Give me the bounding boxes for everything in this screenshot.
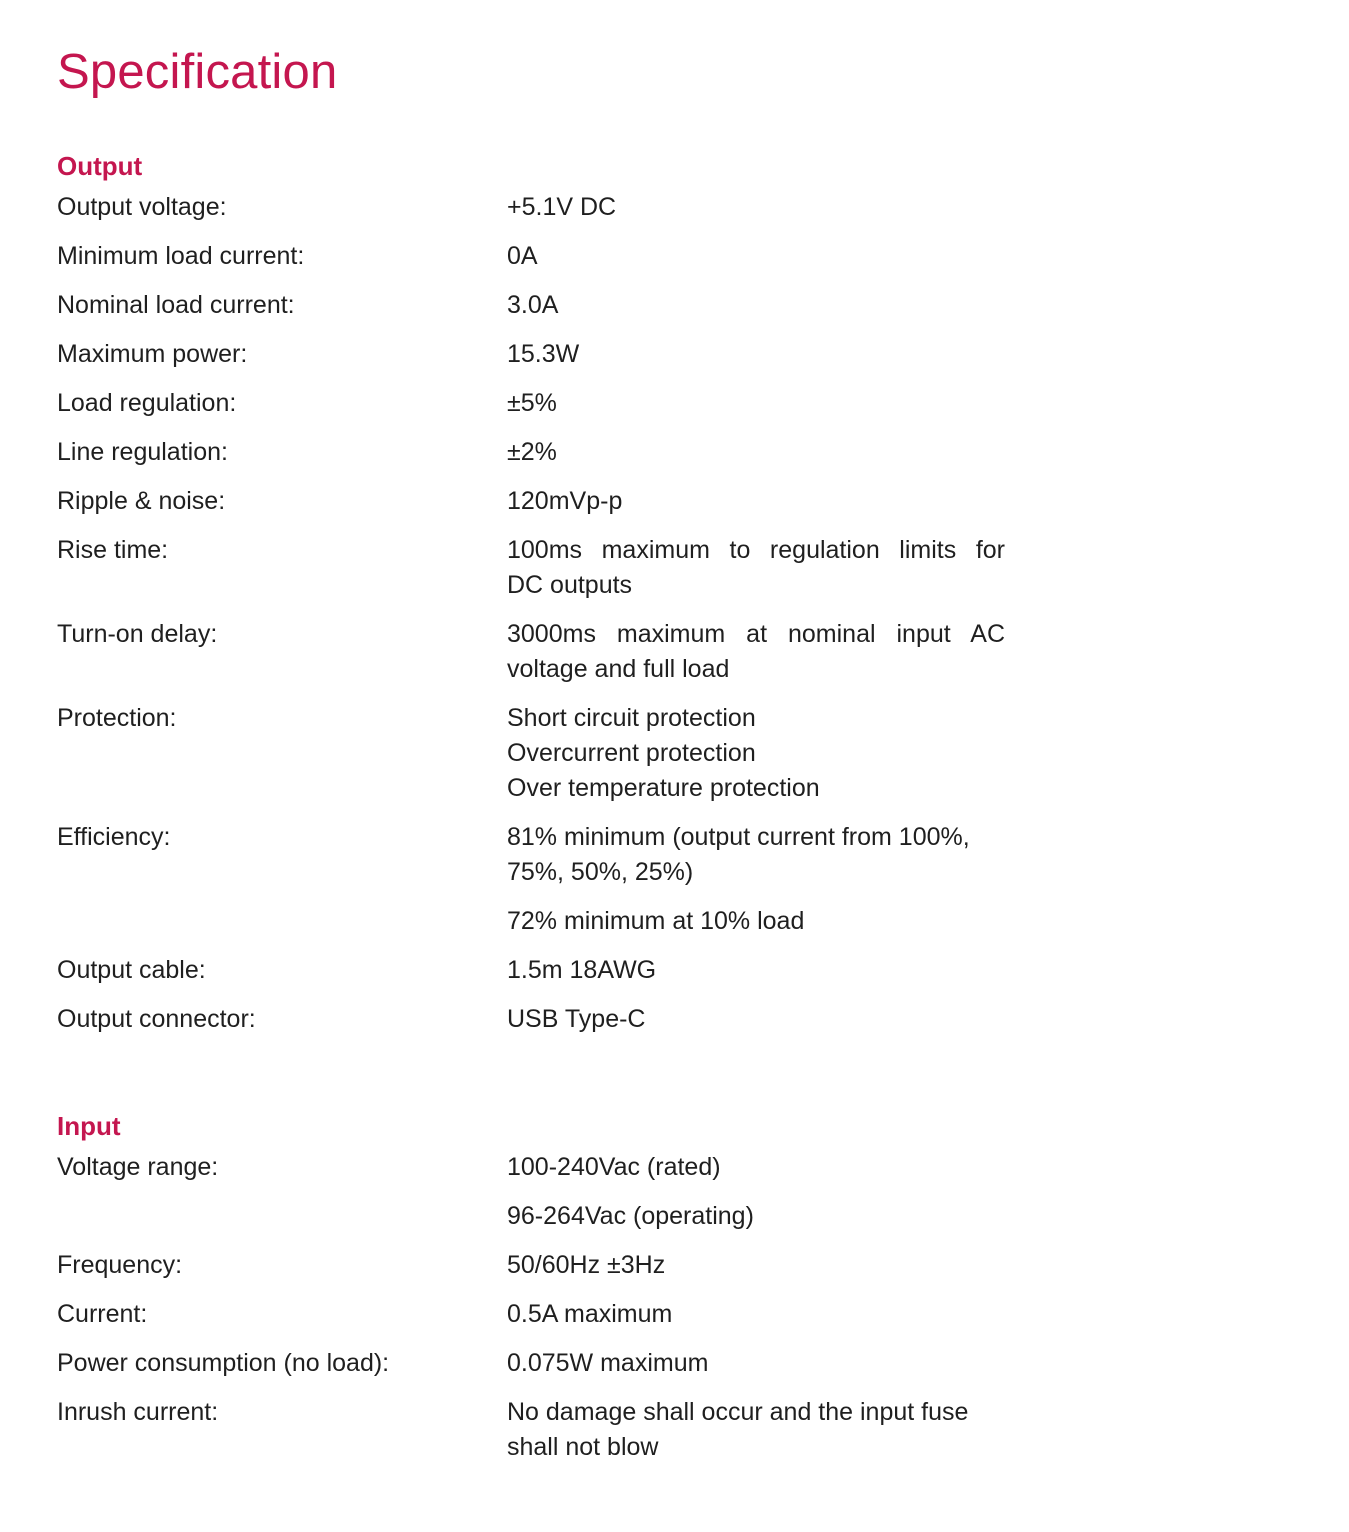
spec-value bbox=[507, 820, 1005, 890]
spec-row bbox=[57, 190, 1017, 225]
output-section bbox=[57, 150, 1017, 1037]
spec-value-line: 0.5A maximum bbox=[507, 1300, 673, 1328]
spec-row bbox=[57, 1002, 1017, 1037]
spec-row bbox=[57, 820, 1017, 890]
spec-value bbox=[507, 239, 1005, 274]
spec-value bbox=[507, 953, 1005, 988]
spec-value-line: Over temperature protection bbox=[507, 774, 820, 802]
spec-row bbox=[57, 435, 1017, 470]
spec-label: Efficiency: bbox=[57, 823, 171, 851]
spec-row bbox=[57, 1395, 1017, 1465]
spec-row bbox=[57, 533, 1017, 603]
spec-value-line: No damage shall occur and the input fuse bbox=[507, 1398, 969, 1426]
spec-label: Output connector: bbox=[57, 1005, 256, 1033]
spec-label: Rise time: bbox=[57, 536, 169, 564]
spec-value-line: 3000ms maximum at nominal input AC bbox=[507, 620, 1005, 648]
spec-value-line: 120mVp-p bbox=[507, 487, 623, 515]
spec-value-line: Overcurrent protection bbox=[507, 739, 756, 767]
spec-row bbox=[57, 617, 1017, 687]
spec-value bbox=[507, 701, 1005, 806]
spec-value-line: 3.0A bbox=[507, 291, 559, 319]
spec-value-line: 1.5m 18AWG bbox=[507, 956, 657, 984]
spec-value-line: ±5% bbox=[507, 389, 557, 417]
spec-value-line: 15.3W bbox=[507, 340, 580, 368]
spec-value bbox=[507, 1002, 1005, 1037]
spec-label: Output voltage: bbox=[57, 193, 227, 221]
spec-value-line: DC outputs bbox=[507, 571, 633, 599]
spec-row bbox=[57, 288, 1017, 323]
spec-value bbox=[507, 1150, 1005, 1185]
spec-label: Maximum power: bbox=[57, 340, 248, 368]
spec-value bbox=[507, 617, 1005, 687]
spec-value-line: 0A bbox=[507, 242, 538, 270]
spec-value-line: 96-264Vac (operating) bbox=[507, 1202, 754, 1230]
input-heading: Input bbox=[57, 1111, 121, 1141]
spec-label: Current: bbox=[57, 1300, 148, 1328]
spec-value bbox=[507, 484, 1005, 519]
spec-label: Nominal load current: bbox=[57, 291, 295, 319]
spec-row bbox=[57, 1297, 1017, 1332]
spec-row bbox=[57, 386, 1017, 421]
spec-value-line: 100-240Vac (rated) bbox=[507, 1153, 721, 1181]
spec-value-line: 100ms maximum to regulation limits for bbox=[507, 536, 1005, 564]
spec-value bbox=[507, 435, 1005, 470]
spec-label: Minimum load current: bbox=[57, 242, 305, 270]
spec-row bbox=[57, 484, 1017, 519]
page-title: Specification bbox=[57, 45, 338, 99]
spec-row bbox=[57, 1248, 1017, 1283]
spec-value bbox=[507, 904, 1005, 939]
spec-row bbox=[57, 337, 1017, 372]
spec-value bbox=[507, 1248, 1005, 1283]
spec-label: Output cable: bbox=[57, 956, 206, 984]
input-section bbox=[57, 1110, 1017, 1465]
spec-value bbox=[507, 1199, 1005, 1234]
spec-label: Voltage range: bbox=[57, 1153, 219, 1181]
spec-value bbox=[507, 533, 1005, 603]
spec-label: Line regulation: bbox=[57, 438, 228, 466]
output-heading: Output bbox=[57, 151, 143, 181]
spec-row bbox=[57, 953, 1017, 988]
spec-value bbox=[507, 288, 1005, 323]
spec-value bbox=[507, 1346, 1005, 1381]
spec-value-line: shall not blow bbox=[507, 1433, 659, 1461]
spec-label: Turn-on delay: bbox=[57, 620, 218, 648]
spec-value-line: voltage and full load bbox=[507, 655, 730, 683]
spec-label: Protection: bbox=[57, 704, 177, 732]
spec-row bbox=[57, 1199, 1017, 1234]
spec-value bbox=[507, 1395, 1005, 1465]
spec-value-line: 50/60Hz ±3Hz bbox=[507, 1251, 666, 1279]
spec-value-line: +5.1V DC bbox=[507, 193, 617, 221]
input-spec-list bbox=[57, 1150, 1017, 1465]
spec-value-line: ±2% bbox=[507, 438, 557, 466]
spec-value bbox=[507, 337, 1005, 372]
spec-value-line: 72% minimum at 10% load bbox=[507, 907, 805, 935]
spec-value bbox=[507, 1297, 1005, 1332]
spec-row bbox=[57, 701, 1017, 806]
spec-label: Load regulation: bbox=[57, 389, 237, 417]
output-spec-list bbox=[57, 190, 1017, 1037]
spec-value-line: Short circuit protection bbox=[507, 704, 756, 732]
spec-row bbox=[57, 904, 1017, 939]
spec-value-line: 75%, 50%, 25%) bbox=[507, 858, 694, 886]
spec-row bbox=[57, 1346, 1017, 1381]
spec-value bbox=[507, 386, 1005, 421]
spec-row bbox=[57, 1150, 1017, 1185]
spec-label: Frequency: bbox=[57, 1251, 183, 1279]
spec-label: Power consumption (no load): bbox=[57, 1349, 390, 1377]
spec-value bbox=[507, 190, 1005, 225]
spec-label: Ripple & noise: bbox=[57, 487, 226, 515]
spec-row bbox=[57, 239, 1017, 274]
spec-value-line: 0.075W maximum bbox=[507, 1349, 709, 1377]
spec-label: Inrush current: bbox=[57, 1398, 219, 1426]
spec-value-line: 81% minimum (output current from 100%, bbox=[507, 823, 970, 851]
spec-value-line: USB Type-C bbox=[507, 1005, 646, 1033]
